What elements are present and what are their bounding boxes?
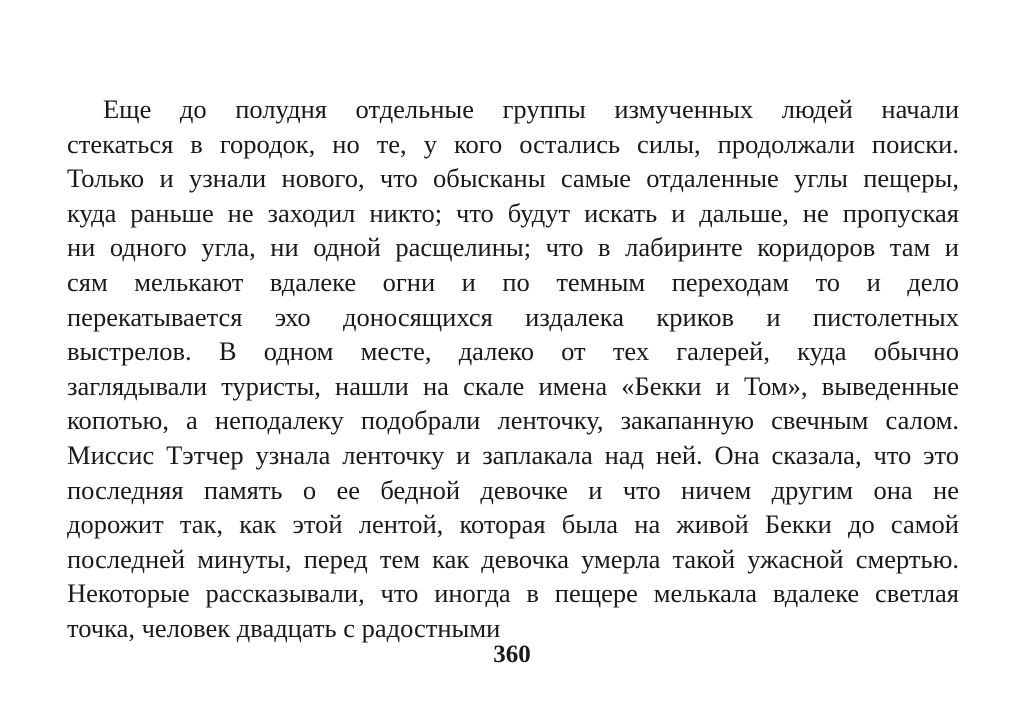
paragraph-line: точка, человек двадцать с радостными <box>67 612 501 643</box>
paragraph-line: последняя память о ее бедной девочке и что ничем другим она не <box>67 474 959 505</box>
paragraph-line: заглядывали туристы, нашли на скале имена «Бекки и Том», выведенные <box>67 370 959 401</box>
paragraph-line: выстрелов. В одном месте, далеко от тех галерей, куда обычно <box>67 336 959 367</box>
paragraph-line: последней минуты, перед тем как девочка умерла такой ужасной смертью. <box>67 543 959 574</box>
paragraph-line: дорожит так, как этой лентой, которая была на живой Бекки до самой <box>67 509 959 540</box>
paragraph-line: сям мелькают вдалеке огни и по темным переходам то и дело <box>67 266 959 297</box>
paragraph-line: копотью, а неподалеку подобрали ленточку, закапанную свечным салом. <box>67 405 959 436</box>
paragraph-line: Еще до полудня отдельные группы измученных людей начали <box>103 94 959 124</box>
body-paragraph <box>67 92 959 646</box>
paragraph-line: ни одного угла, ни одной расщелины; что в лабиринте коридоров там и <box>67 232 959 263</box>
paragraph-line: куда раньше не заходил никто; что будут искать и дальше, не пропуская <box>67 197 959 228</box>
paragraph-line: перекатывается эхо доносящихся издалека криков и пистолетных <box>67 301 959 332</box>
paragraph-line: Только и узнали нового, что обысканы самые отдаленные углы пещеры, <box>67 163 959 194</box>
paragraph-line: стекаться в городок, но те, у кого остались силы, продолжали поиски. <box>67 128 959 159</box>
paragraph-line: Миссис Тэтчер узнала ленточку и заплакала над ней. Она сказала, что это <box>67 439 959 470</box>
paragraph-line: Некоторые рассказывали, что иногда в пещере мелькала вдалеке светлая <box>67 578 959 609</box>
page-number: 360 <box>493 641 531 668</box>
